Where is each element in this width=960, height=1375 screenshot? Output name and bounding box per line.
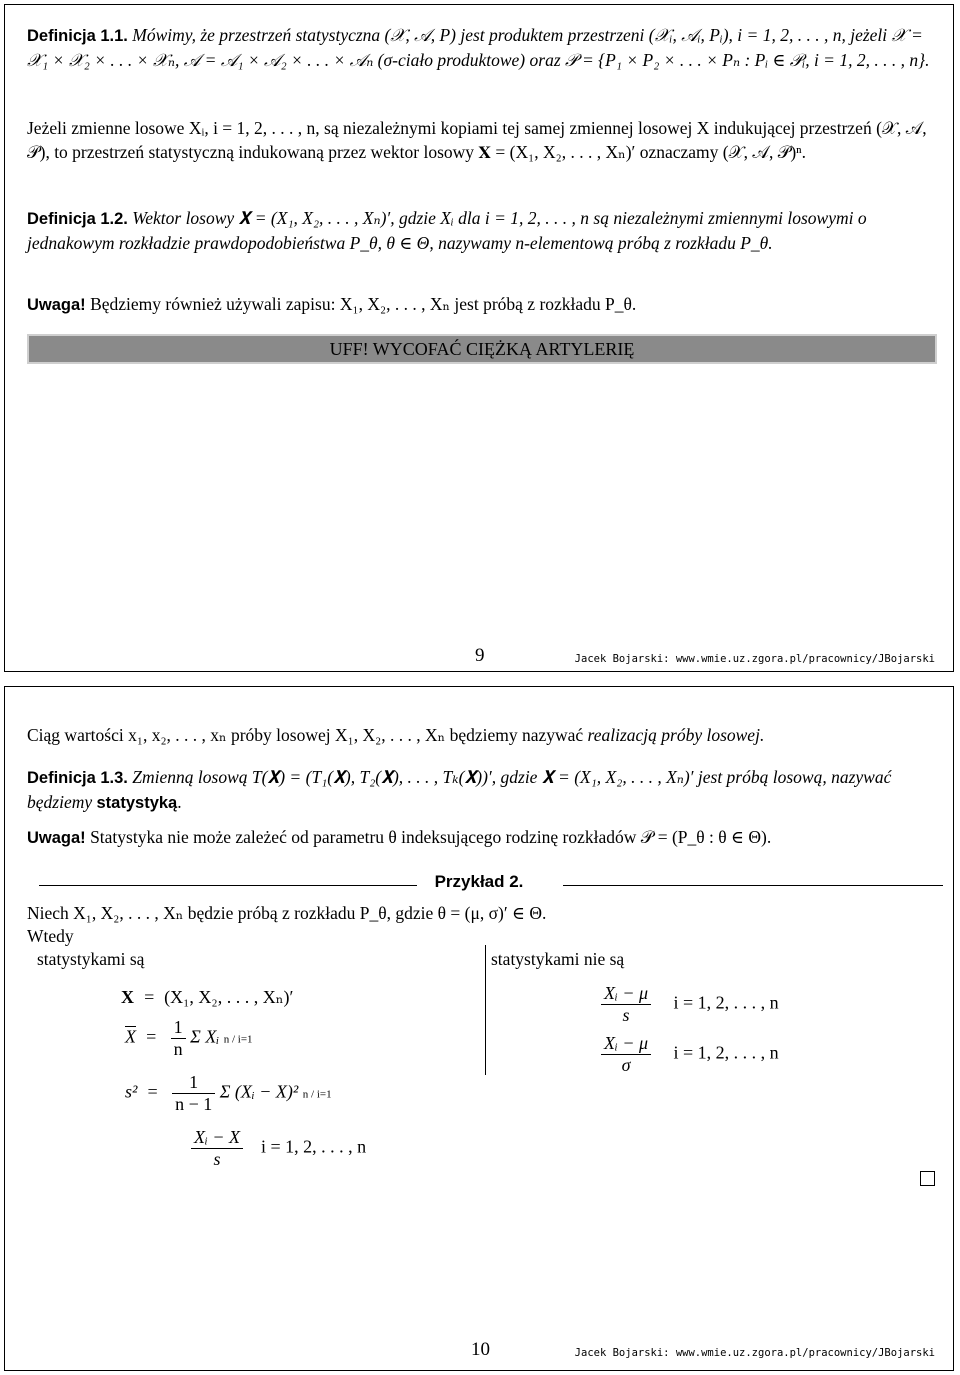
formula-sample-mean: $\overline{X}$ = $\frac{1}{n}$ Σ Xᵢ n / i=1 bbox=[125, 1017, 253, 1059]
example-rule-left bbox=[39, 885, 417, 886]
definition-1-1-label: Definicja 1.1. bbox=[27, 27, 128, 45]
formula-sample-variance: s² = $\frac{1}{n - 1}$ Σ (Xᵢ − X)² n / i=1 bbox=[125, 1072, 332, 1114]
footer-author-url: Jacek Bojarski: www.wmie.uz.zgora.pl/pracownicy/JBojarski bbox=[574, 653, 935, 665]
page-number: 10 bbox=[471, 1339, 490, 1360]
definition-1-1 bbox=[27, 23, 937, 72]
example-assumption: Niech X₁, X₂, . . . , Xₙ będzie próbą z rozkładu P_θ, gdzie θ = (μ, σ)′ ∈ Θ. bbox=[27, 903, 547, 923]
paragraph-independent-copies: Jeżeli zmienne losowe Xᵢ, i = 1, 2, . . . , n, są niezależnymi kopiami tej samej zmiennej losowej X indukującej przestrzeń (𝒳, 𝒜, 𝒫), to przestrzeń statystyczną indukowaną przez wektor losowy 𝐗 = (X₁, X₂, . . . , Xₙ)′ oznaczamy (𝒳, 𝒜, 𝒫)ⁿ. bbox=[27, 118, 927, 162]
page-number: 9 bbox=[475, 645, 485, 666]
slide-page-9 bbox=[4, 4, 954, 672]
remark-1-text: Będziemy również używali zapisu: X₁, X₂, . . . , Xₙ jest próbą z rozkładu P_θ. bbox=[90, 294, 637, 314]
column-divider bbox=[485, 945, 486, 1075]
paragraph-sample-realization bbox=[27, 723, 937, 747]
formula-sample-vector: X = (X₁, X₂, . . . , Xₙ)′ bbox=[121, 987, 294, 1007]
formula-non-statistic-1: $\frac{\text{Xᵢ − μ}}{s}$ i = 1, 2, . . . , n bbox=[601, 983, 779, 1026]
column-header-not-statistics: statystykami nie są bbox=[491, 949, 625, 969]
definition-1-3: Definicja 1.3. Zmienną losową T(𝐗) = (T₁(𝐗), T₂(𝐗), . . . , Tₖ(𝐗))′, gdzie 𝐗 = (X₁, X₂, . . . , Xₙ)′ jest próbą losową, nazywać będziemy statystyką. bbox=[27, 767, 892, 812]
definition-1-2 bbox=[27, 206, 937, 255]
footer-author-url: Jacek Bojarski: www.wmie.uz.zgora.pl/pracownicy/JBojarski bbox=[574, 1347, 935, 1359]
realization-text: Ciąg wartości x₁, x₂, . . . , xₙ próby losowej X₁, X₂, . . . , Xₙ będziemy nazywać bbox=[27, 725, 588, 745]
remark-2 bbox=[27, 825, 937, 850]
example-then: Wtedy bbox=[27, 926, 74, 946]
remark-1 bbox=[27, 292, 937, 317]
remark-2-label: Uwaga! bbox=[27, 829, 86, 847]
slide-page-10 bbox=[4, 686, 954, 1371]
remark-2-text: Statystyka nie może zależeć od parametru θ indeksującego rodzinę rozkładów 𝒫 = (P_θ : θ ∈ Θ). bbox=[90, 827, 772, 847]
column-header-statistics: statystykami są bbox=[37, 949, 145, 969]
definition-1-2-label: Definicja 1.2. bbox=[27, 210, 128, 228]
formula-non-statistic-2: $\frac{\text{Xᵢ − μ}}{\sigma}$ i = 1, 2, . . . , n bbox=[601, 1033, 779, 1076]
definition-1-3-text: Zmienną losową T(𝐗) = (T₁(𝐗), T₂(𝐗), . . . , Tₖ(𝐗))′, gdzie 𝐗 = (X₁, X₂, . . . , Xₙ)′ jest próbą losową, nazywać będziemy bbox=[27, 767, 892, 812]
definition-1-3-term: statystyką bbox=[96, 794, 178, 812]
banner-heavy-artillery: UFF! WYCOFAĆ CIĘŻKĄ ARTYLERIĘ bbox=[27, 334, 937, 364]
example-heading bbox=[5, 872, 953, 892]
example-title: Przykład 2. bbox=[434, 872, 524, 891]
definition-1-1-text: Mówimy, że przestrzeń statystyczna (𝒳, 𝒜, P) jest produktem przestrzeni (𝒳ᵢ, 𝒜ᵢ, Pᵢ), i = 1, 2, . . . , n, jeżeli 𝒳 = 𝒳₁ × 𝒳₂ × . . . × 𝒳ₙ, 𝒜 = 𝒜₁ × 𝒜₂ × . . . × 𝒜ₙ (σ-ciało produktowe) oraz 𝒫 = {P₁ × P₂ × . . . × Pₙ : Pᵢ ∈ 𝒫ᵢ, i = 1, 2, . . . , n}. bbox=[27, 25, 930, 70]
formula-standardized: $\frac{\text{Xᵢ − X}}{s}$ i = 1, 2, . . . , n bbox=[191, 1127, 366, 1170]
example-rule-right bbox=[563, 885, 943, 886]
definition-1-3-label: Definicja 1.3. bbox=[27, 769, 128, 787]
definition-1-2-text: Wektor losowy 𝐗 = (X₁, X₂, . . . , Xₙ)′, gdzie Xᵢ dla i = 1, 2, . . . , n są niezależnymi zmiennymi losowymi o jednakowym rozkładzie prawdopodobieństwa P_θ, θ ∈ Θ, nazywamy n-elementową próbą z rozkładu P_θ. bbox=[27, 208, 867, 253]
realization-emphasis: realizacją próby losowej. bbox=[587, 725, 765, 745]
end-of-proof-square-icon bbox=[920, 1171, 935, 1186]
remark-1-label: Uwaga! bbox=[27, 296, 86, 314]
